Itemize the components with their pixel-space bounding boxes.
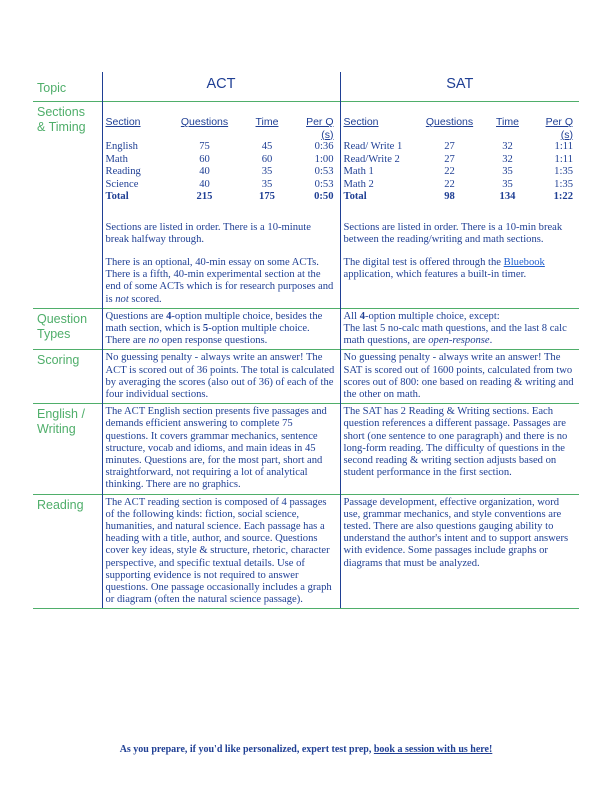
sections-timing-row [33,102,579,309]
total-row: Total 98 134 1:22 [343,191,573,202]
english-writing-row [33,404,579,494]
sat-sections-note-1: Sections are listed in order. There is a 10-min break between the reading/writing and math sections. [343,221,563,245]
topic-header: Topic [37,81,67,95]
sat-sections-cell [341,102,580,283]
sat-sections-note-2: The digital test is offered through the Bluebook application, which features a built-in timer. [343,256,545,281]
reading-row [33,494,579,609]
table-row: Science 40 35 0:53 [105,178,334,190]
sat-reading-cell: Passage development, effective organization, word use, grammar mechanics, and style conventions are tested. There are also questions gauging ability to understand the author's intent and to support answers with evidence. Some passages include graphs or diagrams that must be analyzed. [343,496,569,569]
book-session-link[interactable]: book a session with us here! [373,744,493,755]
table-row: Math 1 22 35 1:35 [343,166,573,177]
sat-english-cell: The SAT has 2 Reading & Writing sections. Each question references a different passage. Passages are short (one sentence to one paragraph) and there is no long-form reading. The difficulty of questions in the second reading & writing section adjusts based on student performance in the first section. [343,406,568,479]
question-types-row [33,308,579,350]
sat-scoring-cell: No guessing penalty - always write an answer! The SAT is scored out of 1600 points, calculated from two scores out of 800: one based on reading & writing and the other on math. [343,352,574,400]
act-english-cell: The ACT English section presents five passages and demands efficient answering to complete 75 questions. It covers grammar mechanics, sentence structure, vocab and idioms, and main ideas in 45 minutes. Questions are, for the most part, short and straightforward, not requiring a lot of analytical thinking. There are no graphics. [105,406,327,491]
sat-question-types-cell: All 4-option multiple choice, except: The last 5 no-calc math questions, and the last 8 calc math questions, are open-response. [343,310,567,347]
table-row: Math 2 22 35 1:35 [343,178,573,190]
sat-timing-table [344,116,577,204]
table-row: Read/ Write 1 27 32 1:11 [343,141,573,152]
act-sat-comparison-table [33,72,579,609]
scoring-row [33,350,579,404]
reading-topic: Reading [33,494,102,609]
act-scoring-cell: No guessing penalty - always write an answer! The ACT is scored out of 36 points. The total is calculated by averaging the scores (also out of 36) of each of the four individual sections. [105,352,335,400]
act-timing-table [106,116,337,204]
bluebook-link[interactable]: Bluebook [503,256,545,268]
act-reading-cell: The ACT reading section is composed of 4 passages of the following kinds: fiction, social science, humanities, and natural science. Each passage has a heading with a title, author, and source. Questions cover key ideas, style & structure, rhetoric, character perspective, and specific textual details. Use of supporting evidence is not required to answer questions. One passage occasionally includes a graph or diagram (often the natural science passage). [105,496,332,606]
table-row: Reading 40 35 0:53 [105,166,334,177]
table-row: Math 60 60 1:00 [105,153,334,165]
scoring-topic: Scoring [33,350,102,404]
act-sections-note-2: There is an optional, 40-min essay on some ACTs. There is a fifth, 40-min experimental section at the end of some ACTs which is for research purposes and is not scored. [105,256,334,305]
table-header-row [33,72,579,102]
total-row: Total 215 175 0:50 [105,191,334,202]
english-writing-topic: English / Writing [33,404,102,494]
question-types-topic: Question Types [33,308,102,350]
timing-header-row: Section Questions Time Per Q (s) [343,116,573,141]
sat-column-header: SAT [446,76,474,92]
act-column-header: ACT [206,76,236,92]
act-sections-cell [103,102,340,308]
table-row: English 75 45 0:36 [105,141,334,152]
act-sections-note-1: Sections are listed in order. There is a 10-minute break halfway through. [105,221,311,245]
table-row: Read/Write 2 27 32 1:11 [343,153,573,165]
act-question-types-cell: Questions are 4-option multiple choice, besides the math section, which is 5-option multiple choice. There are no open response questions. [105,310,323,347]
timing-header-row: Section Questions Time Per Q (s) [105,116,334,141]
sections-timing-topic: Sections & Timing [33,102,102,309]
footer-cta: As you prepare, if you'd like personalized, expert test prep, book a session with us here! [119,744,493,755]
